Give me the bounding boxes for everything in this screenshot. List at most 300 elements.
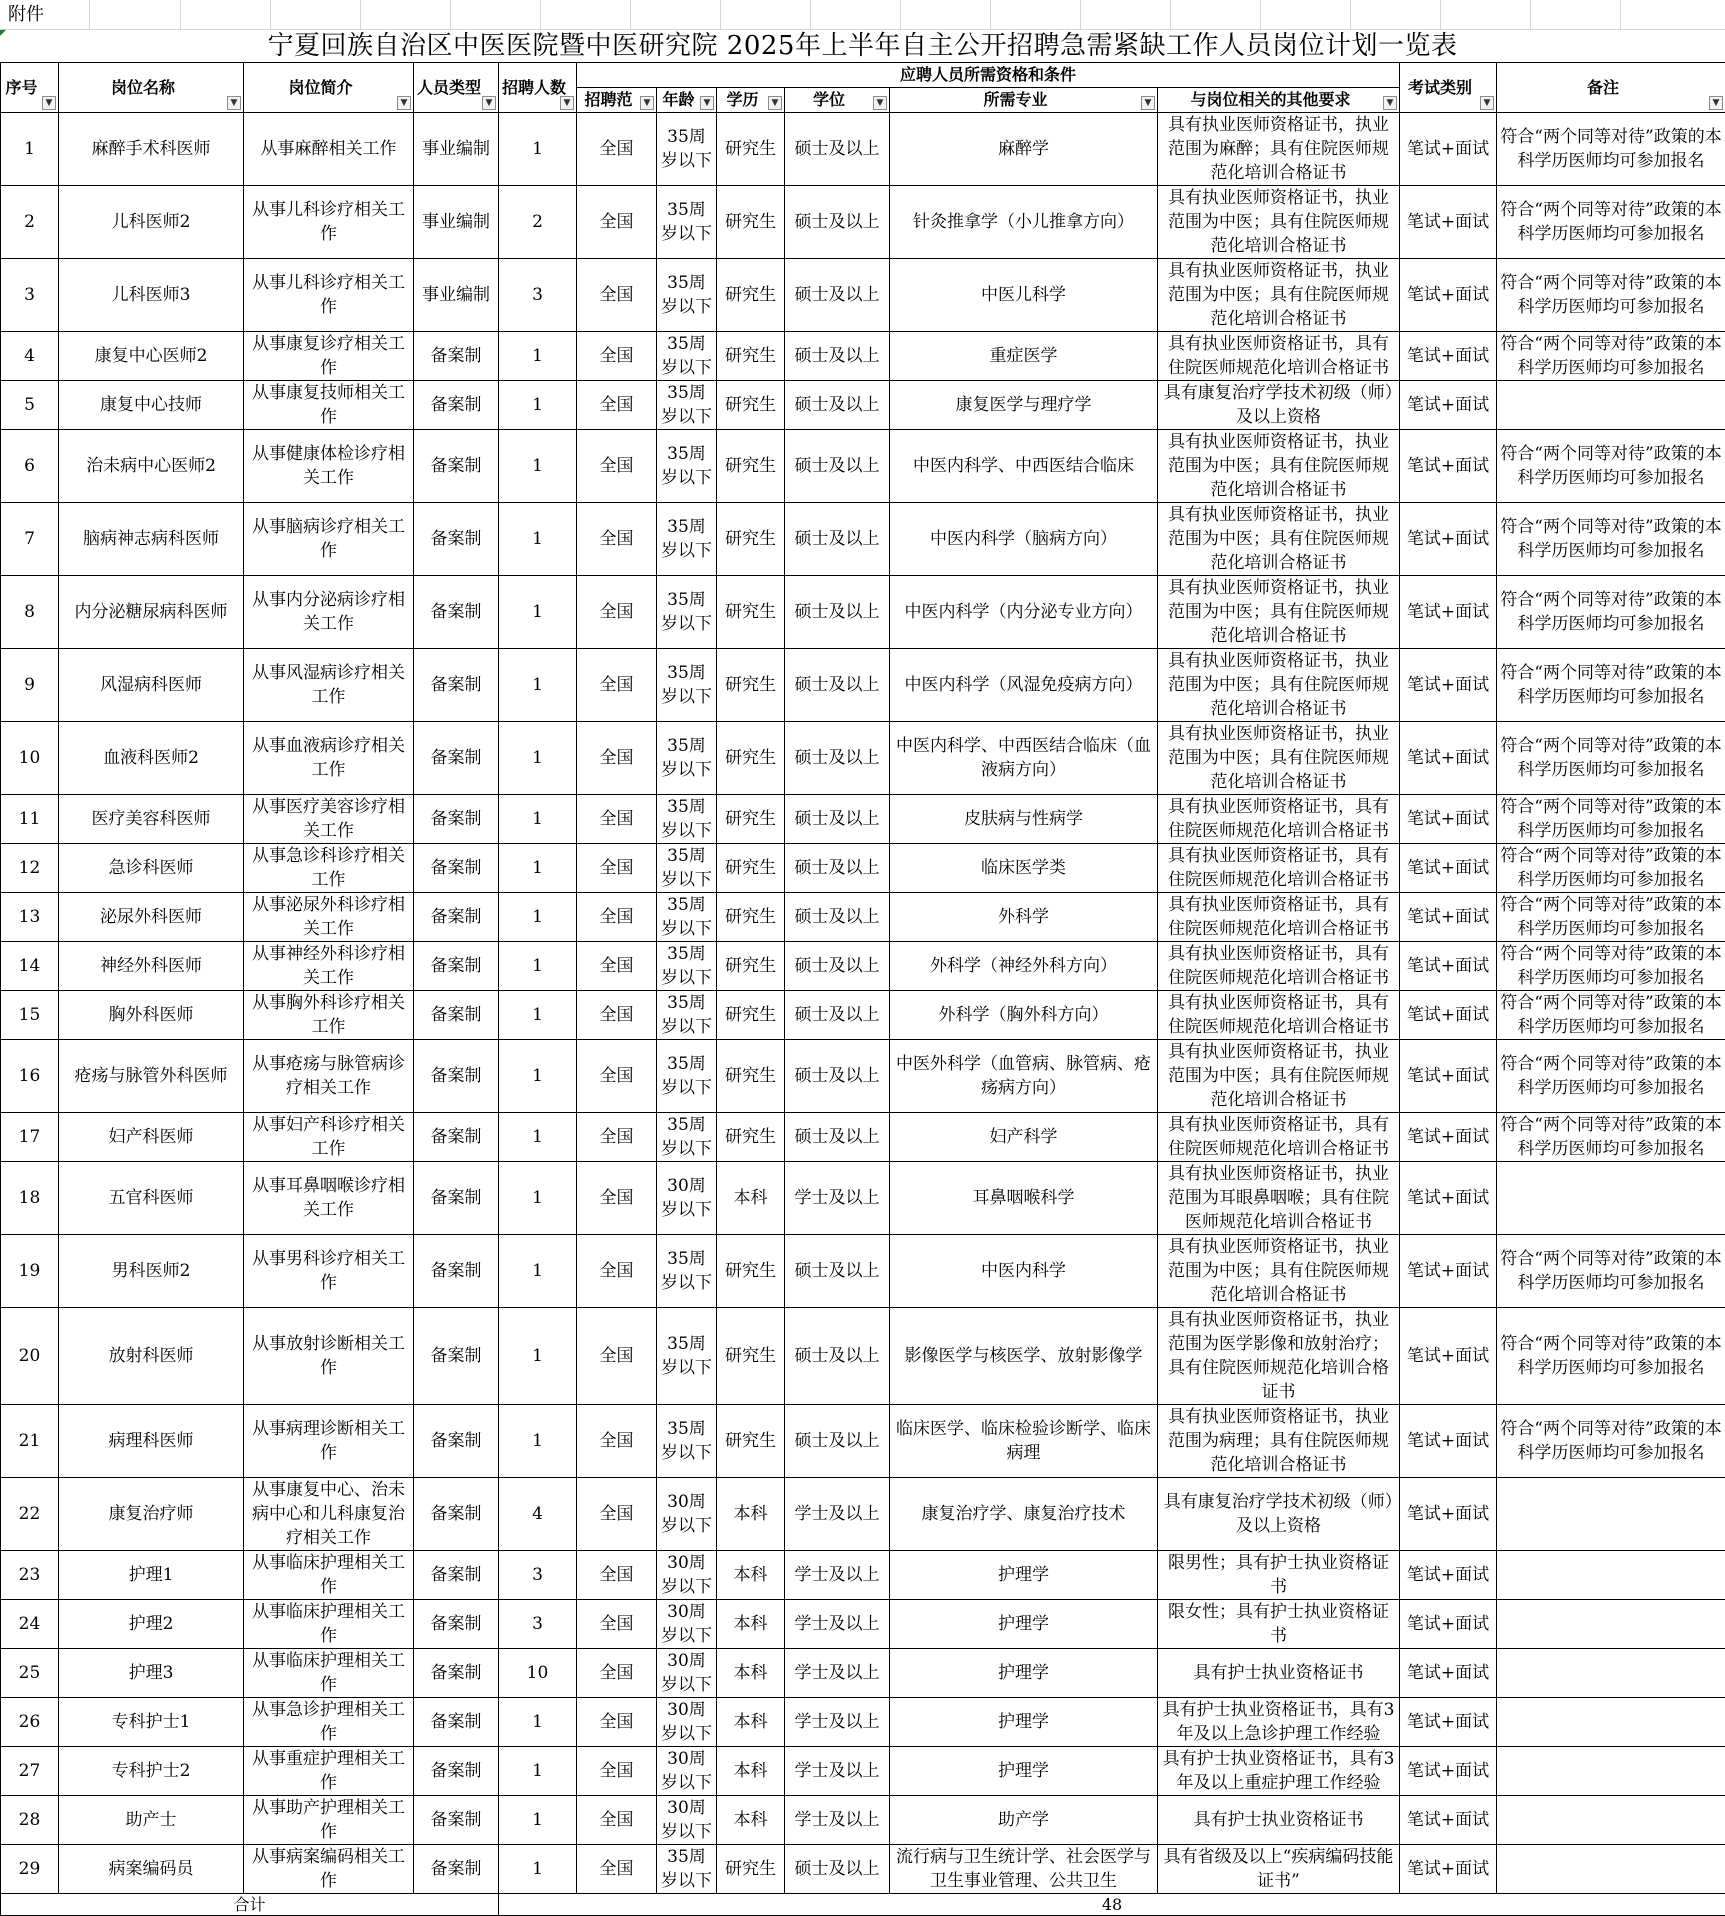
cell-position[interactable]: 专科护士1	[59, 1698, 244, 1747]
cell-degree[interactable]: 学士及以上	[785, 1796, 890, 1845]
cell-remark[interactable]	[1497, 1162, 1725, 1235]
cell-count[interactable]: 1	[499, 649, 577, 722]
cell-scope[interactable]: 全国	[577, 1405, 657, 1478]
cell-age[interactable]: 30周岁以下	[657, 1649, 717, 1698]
cell-exam[interactable]: 笔试+面试	[1400, 1235, 1497, 1308]
cell-age[interactable]: 35周岁以下	[657, 893, 717, 942]
cell-staff-type[interactable]: 备案制	[414, 1796, 499, 1845]
cell-exam[interactable]: 笔试+面试	[1400, 795, 1497, 844]
cell-staff-type[interactable]: 备案制	[414, 1162, 499, 1235]
cell-age[interactable]: 35周岁以下	[657, 1113, 717, 1162]
cell-position[interactable]: 脑病神志病科医师	[59, 503, 244, 576]
header-exam[interactable]: 考试类别 ▼	[1400, 63, 1497, 113]
cell-major[interactable]: 临床医学类	[890, 844, 1158, 893]
cell-intro[interactable]: 从事临床护理相关工作	[244, 1600, 414, 1649]
cell-staff-type[interactable]: 备案制	[414, 1405, 499, 1478]
cell-other-req[interactable]: 具有执业医师资格证书，执业范围为中医；具有住院医师规范化培训合格证书	[1158, 259, 1400, 332]
cell-remark[interactable]: 符合“两个同等对待”政策的本科学历医师均可参加报名	[1497, 1040, 1725, 1113]
filter-dropdown-icon[interactable]: ▼	[560, 96, 574, 110]
cell-age[interactable]: 35周岁以下	[657, 1405, 717, 1478]
cell-degree[interactable]: 硕士及以上	[785, 1845, 890, 1894]
cell-intro[interactable]: 从事急诊科诊疗相关工作	[244, 844, 414, 893]
cell-remark[interactable]: 符合“两个同等对待”政策的本科学历医师均可参加报名	[1497, 1405, 1725, 1478]
cell-position[interactable]: 康复治疗师	[59, 1478, 244, 1551]
cell-count[interactable]: 1	[499, 1747, 577, 1796]
cell-seq[interactable]: 17	[1, 1113, 59, 1162]
cell-education[interactable]: 本科	[717, 1698, 785, 1747]
cell-seq[interactable]: 28	[1, 1796, 59, 1845]
cell-remark[interactable]: 符合“两个同等对待”政策的本科学历医师均可参加报名	[1497, 722, 1725, 795]
cell-other-req[interactable]: 限男性；具有护士执业资格证书	[1158, 1551, 1400, 1600]
cell-exam[interactable]: 笔试+面试	[1400, 1845, 1497, 1894]
header-staff-type[interactable]: 人员类型 ▼	[414, 63, 499, 113]
cell-other-req[interactable]: 具有执业医师资格证书，执业范围为中医；具有住院医师规范化培训合格证书	[1158, 186, 1400, 259]
cell-count[interactable]: 1	[499, 1162, 577, 1235]
cell-position[interactable]: 儿科医师3	[59, 259, 244, 332]
cell-count[interactable]: 1	[499, 332, 577, 381]
cell-other-req[interactable]: 具有护士执业资格证书，具有3年及以上重症护理工作经验	[1158, 1747, 1400, 1796]
cell-major[interactable]: 护理学	[890, 1600, 1158, 1649]
cell-scope[interactable]: 全国	[577, 1162, 657, 1235]
cell-staff-type[interactable]: 备案制	[414, 381, 499, 430]
cell-position[interactable]: 疮疡与脉管外科医师	[59, 1040, 244, 1113]
cell-major[interactable]: 皮肤病与性病学	[890, 795, 1158, 844]
cell-age[interactable]: 35周岁以下	[657, 942, 717, 991]
cell-other-req[interactable]: 具有执业医师资格证书，执业范围为医学影像和放射治疗；具有住院医师规范化培训合格证书	[1158, 1308, 1400, 1405]
cell-staff-type[interactable]: 备案制	[414, 893, 499, 942]
cell-intro[interactable]: 从事泌尿外科诊疗相关工作	[244, 893, 414, 942]
cell-seq[interactable]: 19	[1, 1235, 59, 1308]
cell-intro[interactable]: 从事耳鼻咽喉诊疗相关工作	[244, 1162, 414, 1235]
cell-exam[interactable]: 笔试+面试	[1400, 503, 1497, 576]
cell-other-req[interactable]: 具有执业医师资格证书，执业范围为耳眼鼻咽喉；具有住院医师规范化培训合格证书	[1158, 1162, 1400, 1235]
cell-education[interactable]: 研究生	[717, 991, 785, 1040]
cell-scope[interactable]: 全国	[577, 1235, 657, 1308]
cell-other-req[interactable]: 具有执业医师资格证书，执业范围为病理；具有住院医师规范化培训合格证书	[1158, 1405, 1400, 1478]
cell-other-req[interactable]: 具有执业医师资格证书，执业范围为中医；具有住院医师规范化培训合格证书	[1158, 430, 1400, 503]
cell-exam[interactable]: 笔试+面试	[1400, 1600, 1497, 1649]
cell-major[interactable]: 助产学	[890, 1796, 1158, 1845]
cell-intro[interactable]: 从事脑病诊疗相关工作	[244, 503, 414, 576]
cell-remark[interactable]: 符合“两个同等对待”政策的本科学历医师均可参加报名	[1497, 893, 1725, 942]
cell-seq[interactable]: 18	[1, 1162, 59, 1235]
cell-scope[interactable]: 全国	[577, 1845, 657, 1894]
cell-other-req[interactable]: 具有执业医师资格证书，执业范围为麻醉；具有住院医师规范化培训合格证书	[1158, 113, 1400, 186]
cell-major[interactable]: 耳鼻咽喉科学	[890, 1162, 1158, 1235]
cell-count[interactable]: 1	[499, 893, 577, 942]
cell-scope[interactable]: 全国	[577, 1649, 657, 1698]
cell-major[interactable]: 中医内科学（风湿免疫病方向）	[890, 649, 1158, 722]
cell-education[interactable]: 研究生	[717, 795, 785, 844]
header-education[interactable]: 学历 ▼	[717, 88, 785, 113]
cell-position[interactable]: 康复中心医师2	[59, 332, 244, 381]
cell-staff-type[interactable]: 备案制	[414, 1649, 499, 1698]
cell-degree[interactable]: 硕士及以上	[785, 381, 890, 430]
cell-staff-type[interactable]: 事业编制	[414, 186, 499, 259]
cell-staff-type[interactable]: 事业编制	[414, 259, 499, 332]
cell-seq[interactable]: 26	[1, 1698, 59, 1747]
cell-remark[interactable]	[1497, 381, 1725, 430]
cell-education[interactable]: 研究生	[717, 1845, 785, 1894]
cell-intro[interactable]: 从事妇产科诊疗相关工作	[244, 1113, 414, 1162]
cell-exam[interactable]: 笔试+面试	[1400, 381, 1497, 430]
cell-exam[interactable]: 笔试+面试	[1400, 1405, 1497, 1478]
cell-other-req[interactable]: 具有执业医师资格证书，具有住院医师规范化培训合格证书	[1158, 795, 1400, 844]
cell-scope[interactable]: 全国	[577, 1478, 657, 1551]
cell-age[interactable]: 30周岁以下	[657, 1551, 717, 1600]
cell-age[interactable]: 35周岁以下	[657, 1040, 717, 1113]
cell-position[interactable]: 护理2	[59, 1600, 244, 1649]
cell-seq[interactable]: 1	[1, 113, 59, 186]
cell-degree[interactable]: 学士及以上	[785, 1551, 890, 1600]
filter-dropdown-icon[interactable]: ▼	[1383, 96, 1397, 110]
cell-exam[interactable]: 笔试+面试	[1400, 1747, 1497, 1796]
cell-staff-type[interactable]: 备案制	[414, 1551, 499, 1600]
cell-other-req[interactable]: 具有执业医师资格证书，具有住院医师规范化培训合格证书	[1158, 942, 1400, 991]
filter-dropdown-icon[interactable]: ▼	[1709, 96, 1723, 110]
cell-major[interactable]: 中医内科学	[890, 1235, 1158, 1308]
page-title[interactable]: 宁夏回族自治区中医医院暨中医研究院 2025年上半年自主公开招聘急需紧缺工作人员岗位计划一览表	[0, 30, 1725, 62]
cell-seq[interactable]: 25	[1, 1649, 59, 1698]
cell-staff-type[interactable]: 备案制	[414, 1113, 499, 1162]
cell-scope[interactable]: 全国	[577, 722, 657, 795]
cell-intro[interactable]: 从事疮疡与脉管病诊疗相关工作	[244, 1040, 414, 1113]
cell-other-req[interactable]: 具有执业医师资格证书，具有住院医师规范化培训合格证书	[1158, 332, 1400, 381]
cell-other-req[interactable]: 具有执业医师资格证书，具有住院医师规范化培训合格证书	[1158, 991, 1400, 1040]
cell-position[interactable]: 内分泌糖尿病科医师	[59, 576, 244, 649]
cell-education[interactable]: 研究生	[717, 259, 785, 332]
cell-intro[interactable]: 从事助产护理相关工作	[244, 1796, 414, 1845]
cell-education[interactable]: 研究生	[717, 893, 785, 942]
cell-scope[interactable]: 全国	[577, 113, 657, 186]
cell-major[interactable]: 护理学	[890, 1551, 1158, 1600]
cell-position[interactable]: 医疗美容科医师	[59, 795, 244, 844]
cell-other-req[interactable]: 具有康复治疗学技术初级（师）及以上资格	[1158, 1478, 1400, 1551]
cell-age[interactable]: 30周岁以下	[657, 1698, 717, 1747]
cell-degree[interactable]: 硕士及以上	[785, 991, 890, 1040]
cell-age[interactable]: 30周岁以下	[657, 1747, 717, 1796]
cell-exam[interactable]: 笔试+面试	[1400, 1040, 1497, 1113]
cell-staff-type[interactable]: 事业编制	[414, 113, 499, 186]
cell-remark[interactable]: 符合“两个同等对待”政策的本科学历医师均可参加报名	[1497, 332, 1725, 381]
cell-age[interactable]: 35周岁以下	[657, 1845, 717, 1894]
cell-remark[interactable]: 符合“两个同等对待”政策的本科学历医师均可参加报名	[1497, 795, 1725, 844]
cell-major[interactable]: 中医内科学、中西医结合临床	[890, 430, 1158, 503]
cell-other-req[interactable]: 具有执业医师资格证书，执业范围为中医；具有住院医师规范化培训合格证书	[1158, 576, 1400, 649]
cell-education[interactable]: 本科	[717, 1747, 785, 1796]
cell-exam[interactable]: 笔试+面试	[1400, 113, 1497, 186]
cell-major[interactable]: 护理学	[890, 1698, 1158, 1747]
cell-seq[interactable]: 12	[1, 844, 59, 893]
cell-degree[interactable]: 学士及以上	[785, 1162, 890, 1235]
cell-scope[interactable]: 全国	[577, 381, 657, 430]
cell-major[interactable]: 护理学	[890, 1649, 1158, 1698]
cell-position[interactable]: 护理3	[59, 1649, 244, 1698]
cell-staff-type[interactable]: 备案制	[414, 942, 499, 991]
cell-scope[interactable]: 全国	[577, 1747, 657, 1796]
cell-major[interactable]: 康复医学与理疗学	[890, 381, 1158, 430]
cell-seq[interactable]: 15	[1, 991, 59, 1040]
cell-position[interactable]: 康复中心技师	[59, 381, 244, 430]
cell-exam[interactable]: 笔试+面试	[1400, 1698, 1497, 1747]
cell-education[interactable]: 研究生	[717, 113, 785, 186]
cell-count[interactable]: 2	[499, 186, 577, 259]
cell-other-req[interactable]: 具有执业医师资格证书，具有住院医师规范化培训合格证书	[1158, 1113, 1400, 1162]
cell-degree[interactable]: 硕士及以上	[785, 1308, 890, 1405]
total-value[interactable]	[499, 1894, 1725, 1916]
cell-intro[interactable]: 从事病理诊断相关工作	[244, 1405, 414, 1478]
cell-intro[interactable]: 从事临床护理相关工作	[244, 1551, 414, 1600]
cell-staff-type[interactable]: 备案制	[414, 1040, 499, 1113]
cell-staff-type[interactable]: 备案制	[414, 1308, 499, 1405]
cell-scope[interactable]: 全国	[577, 1308, 657, 1405]
cell-exam[interactable]: 笔试+面试	[1400, 576, 1497, 649]
cell-education[interactable]: 研究生	[717, 332, 785, 381]
cell-education[interactable]: 研究生	[717, 722, 785, 795]
cell-other-req[interactable]: 具有执业医师资格证书，具有住院医师规范化培训合格证书	[1158, 893, 1400, 942]
cell-remark[interactable]: 符合“两个同等对待”政策的本科学历医师均可参加报名	[1497, 844, 1725, 893]
cell-exam[interactable]: 笔试+面试	[1400, 942, 1497, 991]
cell-seq[interactable]: 10	[1, 722, 59, 795]
cell-major[interactable]: 外科学（胸外科方向）	[890, 991, 1158, 1040]
cell-degree[interactable]: 硕士及以上	[785, 576, 890, 649]
cell-position[interactable]: 护理1	[59, 1551, 244, 1600]
cell-degree[interactable]: 硕士及以上	[785, 259, 890, 332]
filter-dropdown-icon[interactable]: ▼	[482, 96, 496, 110]
cell-scope[interactable]: 全国	[577, 942, 657, 991]
header-remark[interactable]: 备注 ▼	[1497, 63, 1725, 113]
cell-degree[interactable]: 学士及以上	[785, 1478, 890, 1551]
cell-age[interactable]: 35周岁以下	[657, 649, 717, 722]
cell-exam[interactable]: 笔试+面试	[1400, 722, 1497, 795]
cell-exam[interactable]: 笔试+面试	[1400, 259, 1497, 332]
cell-major[interactable]: 麻醉学	[890, 113, 1158, 186]
cell-remark[interactable]: 符合“两个同等对待”政策的本科学历医师均可参加报名	[1497, 186, 1725, 259]
cell-seq[interactable]: 11	[1, 795, 59, 844]
cell-exam[interactable]: 笔试+面试	[1400, 1308, 1497, 1405]
cell-position[interactable]: 助产士	[59, 1796, 244, 1845]
cell-count[interactable]: 1	[499, 1845, 577, 1894]
cell-intro[interactable]: 从事康复技师相关工作	[244, 381, 414, 430]
cell-seq[interactable]: 5	[1, 381, 59, 430]
cell-count[interactable]: 1	[499, 381, 577, 430]
cell-other-req[interactable]: 具有康复治疗学技术初级（师）及以上资格	[1158, 381, 1400, 430]
cell-age[interactable]: 30周岁以下	[657, 1796, 717, 1845]
cell-seq[interactable]: 2	[1, 186, 59, 259]
cell-seq[interactable]: 23	[1, 1551, 59, 1600]
cell-education[interactable]: 本科	[717, 1600, 785, 1649]
cell-education[interactable]: 研究生	[717, 381, 785, 430]
cell-count[interactable]: 1	[499, 1698, 577, 1747]
cell-age[interactable]: 35周岁以下	[657, 332, 717, 381]
cell-staff-type[interactable]: 备案制	[414, 1747, 499, 1796]
cell-remark[interactable]: 符合“两个同等对待”政策的本科学历医师均可参加报名	[1497, 1235, 1725, 1308]
cell-position[interactable]: 男科医师2	[59, 1235, 244, 1308]
cell-remark[interactable]	[1497, 1478, 1725, 1551]
cell-scope[interactable]: 全国	[577, 503, 657, 576]
cell-position[interactable]: 放射科医师	[59, 1308, 244, 1405]
cell-staff-type[interactable]: 备案制	[414, 991, 499, 1040]
cell-remark[interactable]	[1497, 1551, 1725, 1600]
cell-education[interactable]: 研究生	[717, 1113, 785, 1162]
cell-major[interactable]: 外科学	[890, 893, 1158, 942]
cell-position[interactable]: 神经外科医师	[59, 942, 244, 991]
cell-major[interactable]: 临床医学、临床检验诊断学、临床病理	[890, 1405, 1158, 1478]
cell-staff-type[interactable]: 备案制	[414, 576, 499, 649]
cell-age[interactable]: 30周岁以下	[657, 1478, 717, 1551]
cell-age[interactable]: 35周岁以下	[657, 430, 717, 503]
cell-remark[interactable]	[1497, 1698, 1725, 1747]
cell-exam[interactable]: 笔试+面试	[1400, 1162, 1497, 1235]
cell-major[interactable]: 中医内科学（脑病方向）	[890, 503, 1158, 576]
cell-education[interactable]: 本科	[717, 1649, 785, 1698]
cell-major[interactable]: 针灸推拿学（小儿推拿方向）	[890, 186, 1158, 259]
cell-intro[interactable]: 从事临床护理相关工作	[244, 1649, 414, 1698]
cell-age[interactable]: 35周岁以下	[657, 381, 717, 430]
cell-count[interactable]: 1	[499, 1113, 577, 1162]
cell-staff-type[interactable]: 备案制	[414, 430, 499, 503]
cell-intro[interactable]: 从事健康体检诊疗相关工作	[244, 430, 414, 503]
cell-seq[interactable]: 24	[1, 1600, 59, 1649]
filter-dropdown-icon[interactable]: ▼	[42, 96, 56, 110]
cell-degree[interactable]: 硕士及以上	[785, 1235, 890, 1308]
cell-other-req[interactable]: 具有执业医师资格证书，执业范围为中医；具有住院医师规范化培训合格证书	[1158, 503, 1400, 576]
cell-major[interactable]: 外科学（神经外科方向）	[890, 942, 1158, 991]
cell-count[interactable]: 10	[499, 1649, 577, 1698]
cell-intro[interactable]: 从事内分泌病诊疗相关工作	[244, 576, 414, 649]
cell-education[interactable]: 研究生	[717, 186, 785, 259]
cell-remark[interactable]: 符合“两个同等对待”政策的本科学历医师均可参加报名	[1497, 1113, 1725, 1162]
cell-position[interactable]: 专科护士2	[59, 1747, 244, 1796]
header-scope[interactable]: 招聘范 ▼	[577, 88, 657, 113]
cell-intro[interactable]: 从事康复中心、治未病中心和儿科康复治疗相关工作	[244, 1478, 414, 1551]
cell-exam[interactable]: 笔试+面试	[1400, 430, 1497, 503]
cell-count[interactable]: 1	[499, 942, 577, 991]
filter-dropdown-icon[interactable]: ▼	[1141, 96, 1155, 110]
cell-major[interactable]: 护理学	[890, 1747, 1158, 1796]
cell-seq[interactable]: 21	[1, 1405, 59, 1478]
filter-dropdown-icon[interactable]: ▼	[640, 96, 654, 110]
cell-education[interactable]: 研究生	[717, 1308, 785, 1405]
cell-count[interactable]: 1	[499, 1796, 577, 1845]
cell-age[interactable]: 35周岁以下	[657, 795, 717, 844]
cell-count[interactable]: 1	[499, 1040, 577, 1113]
cell-education[interactable]: 研究生	[717, 649, 785, 722]
cell-count[interactable]: 1	[499, 430, 577, 503]
cell-major[interactable]: 康复治疗学、康复治疗技术	[890, 1478, 1158, 1551]
cell-intro[interactable]: 从事重症护理相关工作	[244, 1747, 414, 1796]
cell-staff-type[interactable]: 备案制	[414, 1478, 499, 1551]
cell-education[interactable]: 研究生	[717, 430, 785, 503]
cell-position[interactable]: 胸外科医师	[59, 991, 244, 1040]
header-count[interactable]: 招聘人数 ▼	[499, 63, 577, 113]
cell-position[interactable]: 麻醉手术科医师	[59, 113, 244, 186]
header-other[interactable]: 与岗位相关的其他要求 ▼	[1158, 88, 1400, 113]
cell-degree[interactable]: 硕士及以上	[785, 1113, 890, 1162]
cell-education[interactable]: 本科	[717, 1478, 785, 1551]
cell-seq[interactable]: 16	[1, 1040, 59, 1113]
cell-other-req[interactable]: 具有省级及以上“疾病编码技能证书”	[1158, 1845, 1400, 1894]
cell-seq[interactable]: 8	[1, 576, 59, 649]
cell-seq[interactable]: 13	[1, 893, 59, 942]
cell-seq[interactable]: 9	[1, 649, 59, 722]
cell-other-req[interactable]: 限女性；具有护士执业资格证书	[1158, 1600, 1400, 1649]
cell-count[interactable]: 4	[499, 1478, 577, 1551]
cell-education[interactable]: 研究生	[717, 503, 785, 576]
cell-count[interactable]: 3	[499, 259, 577, 332]
cell-intro[interactable]: 从事医疗美容诊疗相关工作	[244, 795, 414, 844]
cell-remark[interactable]: 符合“两个同等对待”政策的本科学历医师均可参加报名	[1497, 259, 1725, 332]
cell-major[interactable]: 中医儿科学	[890, 259, 1158, 332]
cell-age[interactable]: 35周岁以下	[657, 576, 717, 649]
cell-major[interactable]: 中医内科学、中西医结合临床（血液病方向）	[890, 722, 1158, 795]
cell-staff-type[interactable]: 备案制	[414, 1600, 499, 1649]
cell-intro[interactable]: 从事胸外科诊疗相关工作	[244, 991, 414, 1040]
filter-dropdown-icon[interactable]: ▼	[700, 96, 714, 110]
cell-count[interactable]: 3	[499, 1600, 577, 1649]
cell-seq[interactable]: 14	[1, 942, 59, 991]
cell-staff-type[interactable]: 备案制	[414, 1235, 499, 1308]
cell-position[interactable]: 治未病中心医师2	[59, 430, 244, 503]
cell-count[interactable]: 3	[499, 1551, 577, 1600]
cell-intro[interactable]: 从事病案编码相关工作	[244, 1845, 414, 1894]
cell-intro[interactable]: 从事风湿病诊疗相关工作	[244, 649, 414, 722]
cell-position[interactable]: 五官科医师	[59, 1162, 244, 1235]
cell-age[interactable]: 35周岁以下	[657, 722, 717, 795]
cell-remark[interactable]: 符合“两个同等对待”政策的本科学历医师均可参加报名	[1497, 991, 1725, 1040]
filter-dropdown-icon[interactable]: ▼	[397, 96, 411, 110]
cell-degree[interactable]: 硕士及以上	[785, 430, 890, 503]
cell-scope[interactable]: 全国	[577, 1040, 657, 1113]
cell-remark[interactable]	[1497, 1796, 1725, 1845]
cell-count[interactable]: 1	[499, 844, 577, 893]
cell-scope[interactable]: 全国	[577, 1698, 657, 1747]
cell-exam[interactable]: 笔试+面试	[1400, 186, 1497, 259]
cell-staff-type[interactable]: 备案制	[414, 844, 499, 893]
cell-age[interactable]: 35周岁以下	[657, 1235, 717, 1308]
cell-remark[interactable]: 符合“两个同等对待”政策的本科学历医师均可参加报名	[1497, 430, 1725, 503]
header-major[interactable]: 所需专业 ▼	[890, 88, 1158, 113]
cell-major[interactable]: 重症医学	[890, 332, 1158, 381]
filter-dropdown-icon[interactable]: ▼	[227, 96, 241, 110]
cell-staff-type[interactable]: 备案制	[414, 1845, 499, 1894]
cell-degree[interactable]: 硕士及以上	[785, 722, 890, 795]
cell-exam[interactable]: 笔试+面试	[1400, 844, 1497, 893]
cell-degree[interactable]: 学士及以上	[785, 1600, 890, 1649]
cell-scope[interactable]: 全国	[577, 1551, 657, 1600]
cell-education[interactable]: 研究生	[717, 942, 785, 991]
cell-scope[interactable]: 全国	[577, 649, 657, 722]
cell-staff-type[interactable]: 备案制	[414, 722, 499, 795]
cell-position[interactable]: 血液科医师2	[59, 722, 244, 795]
cell-degree[interactable]: 硕士及以上	[785, 113, 890, 186]
header-degree[interactable]: 学位 ▼	[785, 88, 890, 113]
cell-degree[interactable]: 学士及以上	[785, 1698, 890, 1747]
cell-education[interactable]: 研究生	[717, 1405, 785, 1478]
cell-degree[interactable]: 学士及以上	[785, 1747, 890, 1796]
cell-seq[interactable]: 3	[1, 259, 59, 332]
cell-position[interactable]: 泌尿外科医师	[59, 893, 244, 942]
cell-remark[interactable]: 符合“两个同等对待”政策的本科学历医师均可参加报名	[1497, 113, 1725, 186]
cell-seq[interactable]: 27	[1, 1747, 59, 1796]
cell-count[interactable]: 1	[499, 991, 577, 1040]
cell-scope[interactable]: 全国	[577, 259, 657, 332]
cell-position[interactable]: 急诊科医师	[59, 844, 244, 893]
cell-age[interactable]: 35周岁以下	[657, 259, 717, 332]
cell-other-req[interactable]: 具有执业医师资格证书，具有住院医师规范化培训合格证书	[1158, 844, 1400, 893]
cell-staff-type[interactable]: 备案制	[414, 795, 499, 844]
header-seq[interactable]: 序号 ▼	[1, 63, 59, 113]
